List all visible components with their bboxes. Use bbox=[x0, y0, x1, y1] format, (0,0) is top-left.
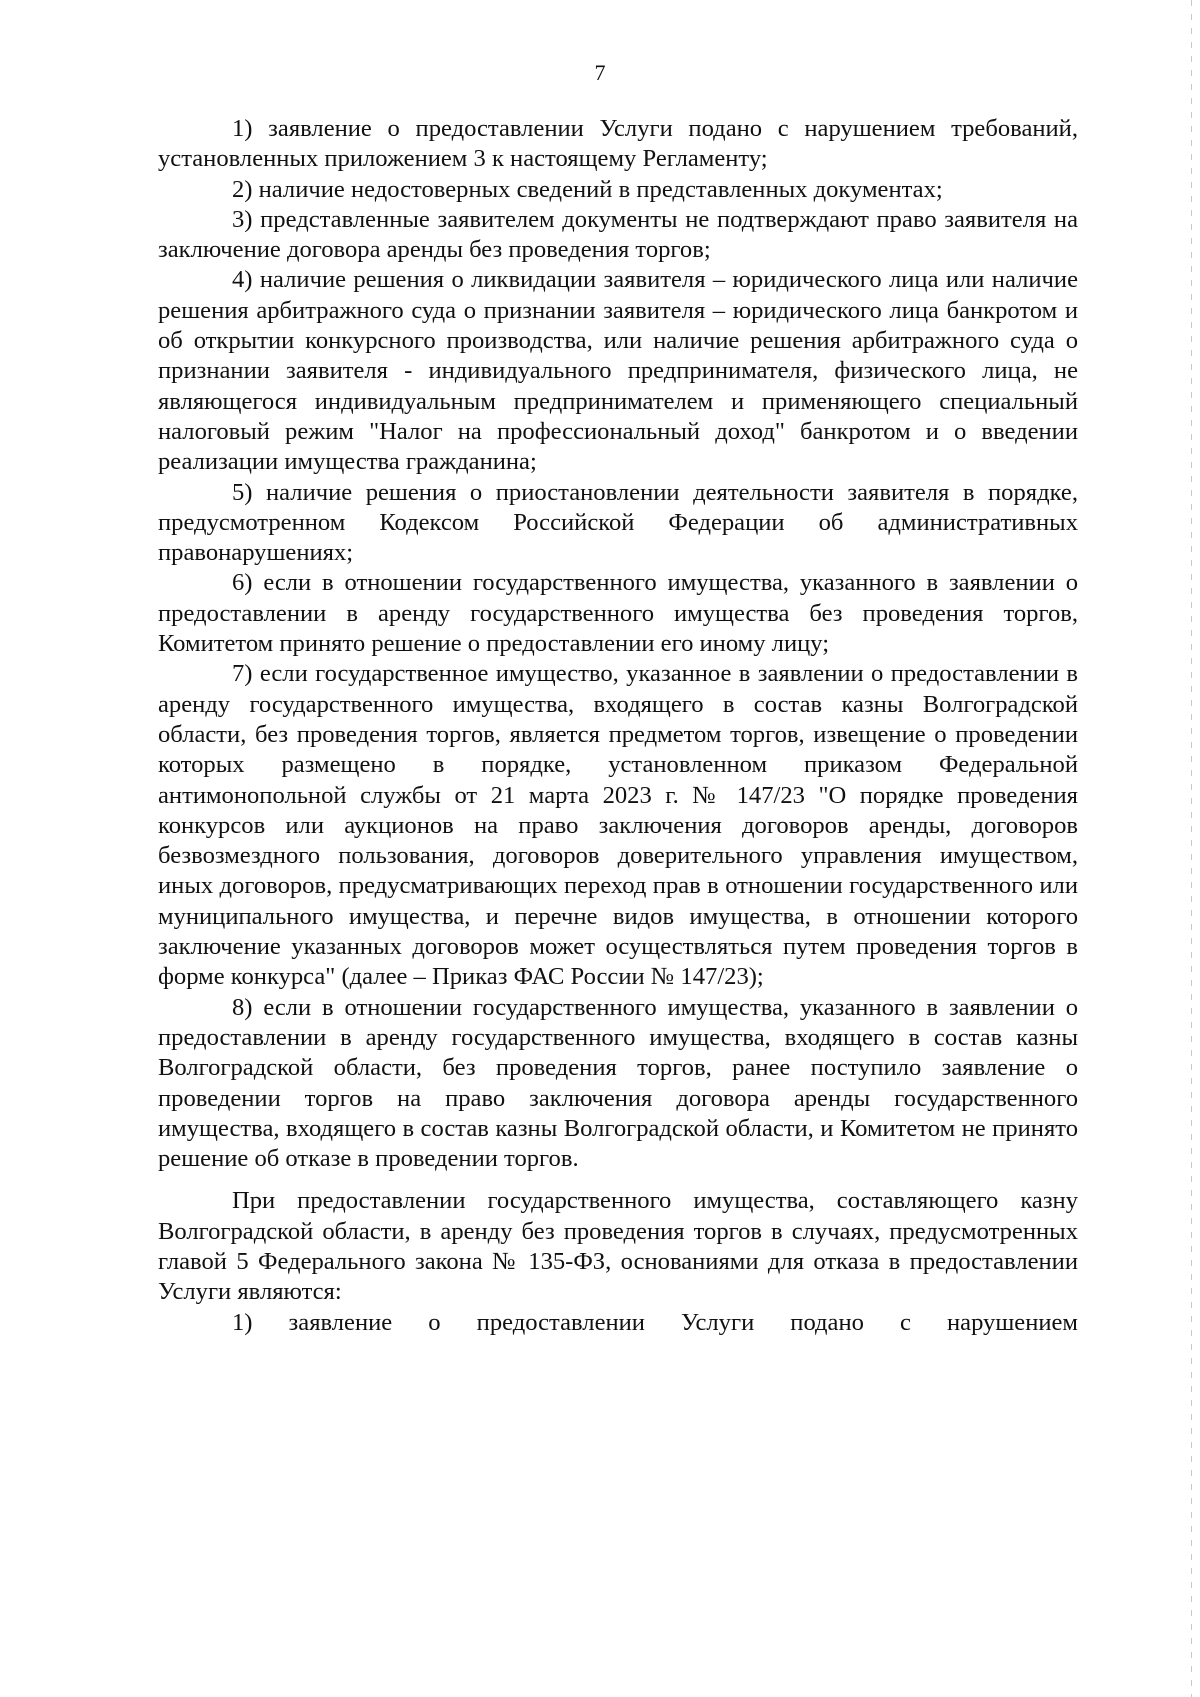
paragraph-item-6: 6) если в отношении государственного имущества, указанного в заявлении о предоставлении в аренду государственного имущества без проведения торгов, Комитетом принято решение о предоставлении его иному лицу; bbox=[158, 569, 1078, 658]
paragraph-item-8: 8) если в отношении государственного имущества, указанного в заявлении о предоставлении в аренду государственного имущества, входящего в состав казны Волгоградской области, без проведения торгов, ранее поступило заявление о проведении торгов на право заключения договора аренды государственного имущества, входящего в состав казны Волгоградской области, и Комитетом не принято решение об отказе в проведении торгов. bbox=[158, 993, 1078, 1173]
paragraph-grounds-intro: При предоставлении государственного имущества, составляющего казну Волгоградской области, в аренду без проведения торгов в случаях, предусмотренных главой 5 Федерального закона № 135-ФЗ, основаниями для отказа в предоставлении Услуги являются: bbox=[158, 1187, 1078, 1306]
document-body bbox=[158, 114, 1078, 1338]
paragraph-item-3: 3) представленные заявителем документы не подтверждают право заявителя на заключение договора аренды без проведения торгов; bbox=[158, 205, 1078, 264]
paragraph-item-7: 7) если государственное имущество, указанное в заявлении о предоставлении в аренду государственного имущества, входящего в состав казны Волгоградской области, без проведения торгов, является предметом торгов, извещение о проведении которых размещено в порядке, установленном приказом Федеральной антимонопольной службы от 21 марта 2023 г. № 147/23 "О порядке проведения конкурсов или аукционов на право заключения договоров аренды, договоров безвозмездного пользования, договоров доверительного управления имуществом, иных договоров, предусматривающих переход прав в отношении государственного или муниципального имущества, и перечне видов имущества, в отношении которого заключение указанных договоров может осуществляться путем проведения торгов в форме конкурса" (далее – Приказ ФАС России № 147/23); bbox=[158, 660, 1078, 991]
paragraph-item-4: 4) наличие решения о ликвидации заявителя – юридического лица или наличие решения арбитражного суда о признании заявителя – юридического лица банкротом и об открытии конкурсного производства, или наличие решения арбитражного суда о признании заявителя - индивидуального предпринимателя, физического лица, не являющегося индивидуальным предпринимателем и применяющего специальный налоговый режим "Налог на профессиональный доход" банкротом и о введении реализации имущества гражданина; bbox=[158, 266, 1078, 476]
page-number: 7 bbox=[594, 60, 606, 85]
paragraph-item-1: 1) заявление о предоставлении Услуги подано с нарушением требований, установленных приложением 3 к настоящему Регламенту; bbox=[158, 115, 1078, 173]
paragraph-item-2: 2) наличие недостоверных сведений в представленных документах; bbox=[232, 175, 943, 203]
scan-edge-line bbox=[1191, 0, 1192, 1697]
paragraph-item-1-continued: 1) заявление о предоставлении Услуги подано с нарушением bbox=[232, 1308, 1078, 1336]
paragraph-item-5: 5) наличие решения о приостановлении деятельности заявителя в порядке, предусмотренном Кодексом Российской Федерации об административных правонарушениях; bbox=[158, 478, 1078, 567]
